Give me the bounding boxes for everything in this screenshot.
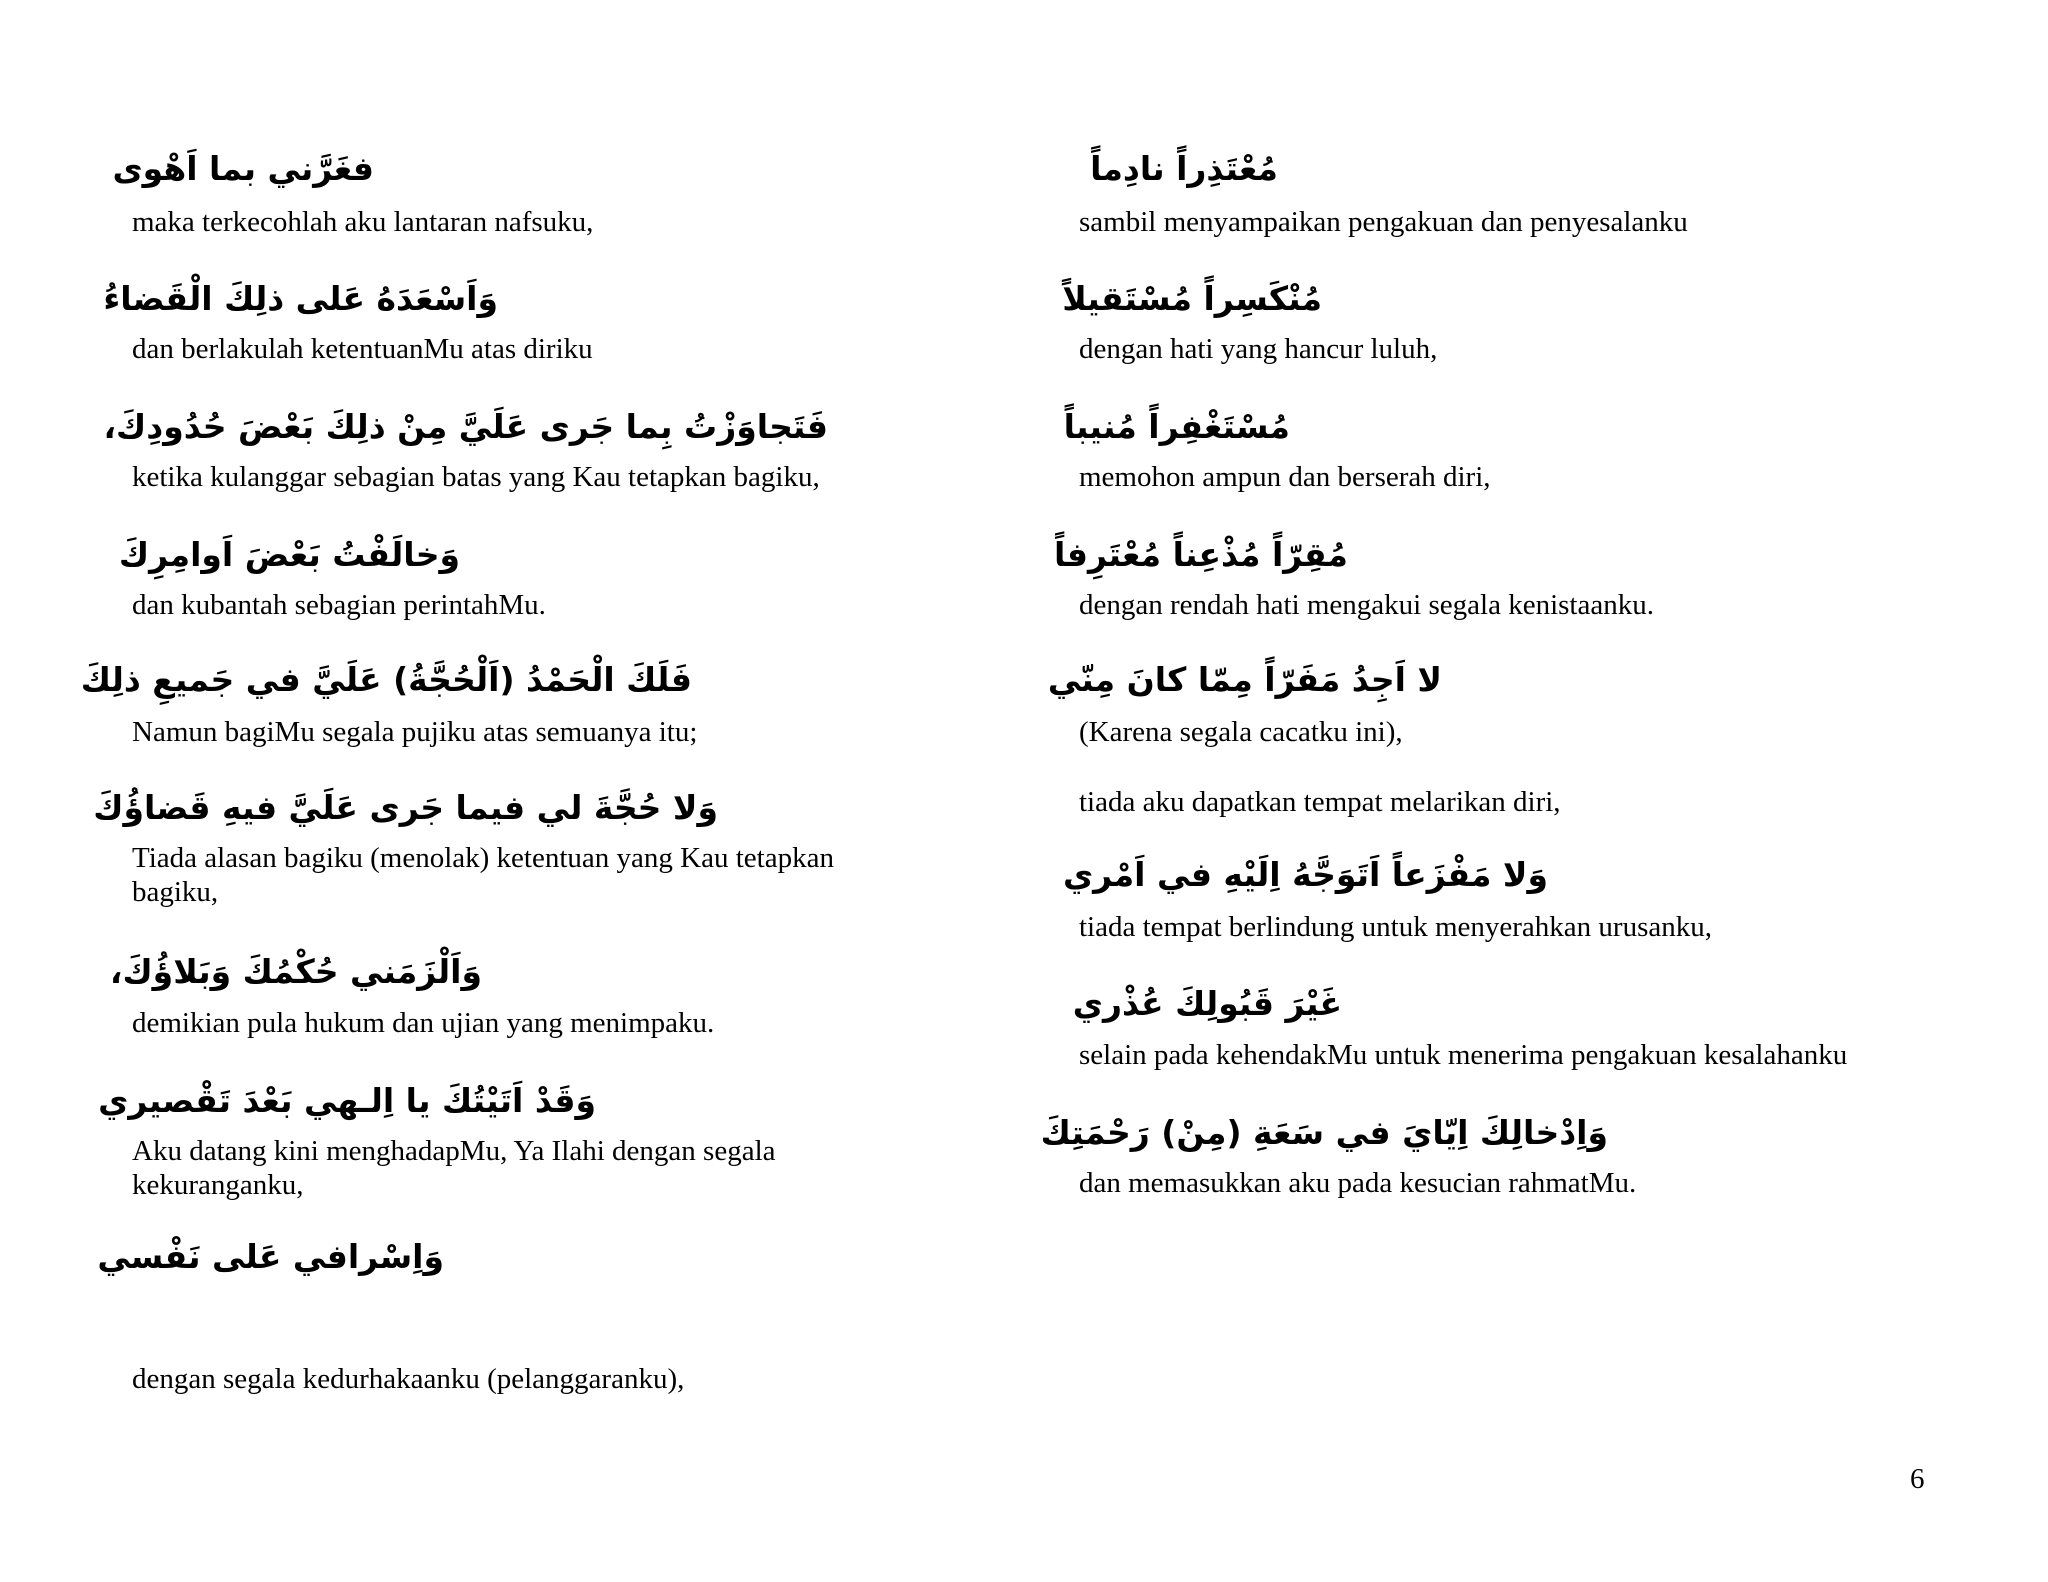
right-translation-line-5: (Karena segala cacatku ini), xyxy=(1079,716,1403,748)
right-translation-line-3: memohon ampun dan berserah diri, xyxy=(1079,461,1491,493)
left-arabic-line-7: وَاَلْزَمَني حُكْمُكَ وَبَلاؤُكَ، xyxy=(109,952,482,991)
left-translation-line-8b: kekuranganku, xyxy=(132,1169,304,1201)
right-translation-line-7: tiada tempat berlindung untuk menyerahkan urusanku, xyxy=(1079,911,1712,943)
left-translation-line-3: ketika kulanggar sebagian batas yang Kau tetapkan bagiku, xyxy=(132,461,820,493)
right-translation-line-9: dan memasukkan aku pada kesucian rahmatMu. xyxy=(1079,1167,1637,1199)
right-arabic-line-1: مُعْتَذِراً نادِماً xyxy=(1090,149,1278,188)
left-translation-line-2: dan berlakulah ketentuanMu atas diriku xyxy=(132,333,593,365)
left-translation-line-6b: bagiku, xyxy=(132,876,219,908)
left-translation-line-8a: Aku datang kini menghadapMu, Ya Ilahi dengan segala xyxy=(132,1135,776,1167)
left-translation-line-4: dan kubantah sebagian perintahMu. xyxy=(132,589,546,621)
right-arabic-line-8: غَيْرَ قَبُولِكَ عُذْري xyxy=(1072,984,1342,1023)
left-translation-line-6a: Tiada alasan bagiku (menolak) ketentuan yang Kau tetapkan xyxy=(132,842,834,874)
right-arabic-line-4: مُقِرّاً مُذْعِناً مُعْتَرِفاً xyxy=(1054,535,1348,574)
left-arabic-line-6: وَلا حُجَّةَ لي فيما جَرى عَلَيَّ فيهِ قَضاؤُكَ xyxy=(93,788,718,827)
right-translation-line-8: selain pada kehendakMu untuk menerima pengakuan kesalahanku xyxy=(1079,1039,1848,1071)
right-translation-line-4: dengan rendah hati mengakui segala kenistaanku. xyxy=(1079,589,1654,621)
right-arabic-line-3: مُسْتَغْفِراً مُنيباً xyxy=(1063,407,1290,446)
right-arabic-line-2: مُنْكَسِراً مُسْتَقيلاً xyxy=(1062,279,1322,318)
left-arabic-line-3: فَتَجاوَزْتُ بِما جَرى عَلَيَّ مِنْ ذلِكَ بَعْضَ حُدُودِكَ، xyxy=(103,407,828,446)
left-translation-line-10: dengan segala kedurhakaanku (pelanggaranku), xyxy=(132,1363,685,1395)
left-arabic-line-4: وَخالَفْتُ بَعْضَ اَوامِرِكَ xyxy=(118,535,460,574)
left-translation-line-7: demikian pula hukum dan ujian yang menimpaku. xyxy=(132,1007,715,1039)
page-number: 6 xyxy=(1910,1463,1925,1495)
right-translation-line-2: dengan hati yang hancur luluh, xyxy=(1079,333,1438,365)
right-arabic-line-9: وَاِدْخالِكَ اِيّايَ في سَعَةِ (مِنْ) رَحْمَتِكَ xyxy=(1040,1113,1608,1152)
left-arabic-line-8: وَقَدْ اَتَيْتُكَ يا اِلـهي بَعْدَ تَقْصيري xyxy=(98,1081,596,1120)
left-translation-line-1: maka terkecohlah aku lantaran nafsuku, xyxy=(132,206,594,238)
right-translation-line-1: sambil menyampaikan pengakuan dan penyesalanku xyxy=(1079,206,1688,238)
left-arabic-line-5: فَلَكَ الْحَمْدُ (اَلْحُجَّةُ) عَلَيَّ في جَميعِ ذلِكَ xyxy=(80,660,692,699)
left-arabic-line-9: وَاِسْرافي عَلى نَفْسي xyxy=(97,1237,444,1276)
right-translation-line-6: tiada aku dapatkan tempat melarikan diri, xyxy=(1079,786,1561,818)
right-arabic-line-7: وَلا مَفْزَعاً اَتَوَجَّهُ اِلَيْهِ في اَمْري xyxy=(1062,855,1548,894)
left-arabic-line-2: وَاَسْعَدَهُ عَلى ذلِكَ الْقَضاءُ xyxy=(103,279,498,318)
left-translation-line-5: Namun bagiMu segala pujiku atas semuanya itu; xyxy=(132,716,698,748)
left-arabic-line-1: فغَرَّني بما اَهْوى xyxy=(112,149,374,188)
right-arabic-line-5: لا اَجِدُ مَفَرّاً مِمّا كانَ مِنّي xyxy=(1047,660,1442,699)
